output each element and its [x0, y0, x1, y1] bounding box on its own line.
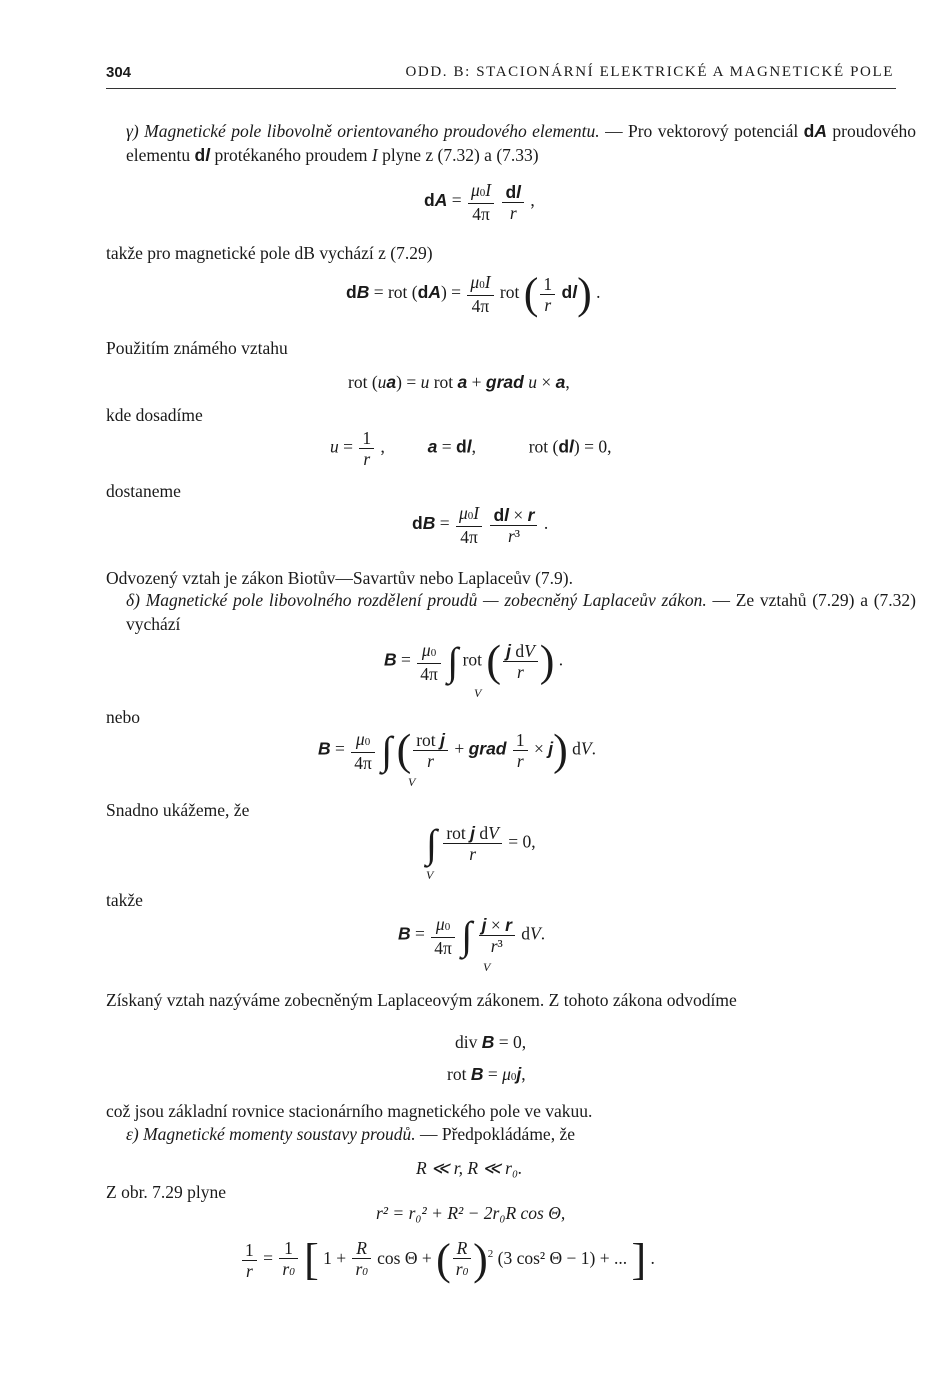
math-text: = 0,	[508, 831, 536, 852]
equation-r-squared	[376, 1203, 565, 1224]
integral-limit: V	[483, 960, 491, 974]
paragraph-kde: kde dosadíme	[106, 405, 203, 425]
section-title: Magnetické momenty soustavy proudů.	[143, 1124, 416, 1144]
text: — Ze vztahů (7.29) a (7.32) vychází	[126, 590, 916, 634]
paragraph-zobr: Z obr. 7.29 plyne	[106, 1182, 227, 1202]
text: proudového elementu	[126, 121, 917, 165]
math-text: rot	[447, 1064, 467, 1084]
paragraph-dostaneme: dostaneme	[106, 481, 181, 501]
equation-rot-j-zero: ∫ $\frac{\text{rot j dV}}{r}$ = 0,	[426, 821, 536, 866]
paragraph-coz: což jsou základní rovnice stacionárního magnetického pole ve vakuu.	[106, 1101, 593, 1121]
paragraph-takze: takže pro magnetické pole dB vychází z (7.29)	[106, 243, 433, 263]
integral-limit: V	[474, 686, 482, 700]
equation-generalized-laplace: B = $\frac{\mu 0}{4\pi}$ ∫ $\frac{j \times r}{\text{r³}}$ dV.	[398, 913, 546, 958]
equation-B-integral-expanded: B = $\frac{\mu 0}{4\pi}$ ∫ ( $\frac{\text{rot j}}{r}$ + grad $\frac{1}{r}$ × j) dV.	[318, 725, 596, 775]
math-symbol: I	[371, 145, 378, 165]
page-number: 304	[106, 64, 132, 81]
running-header	[106, 64, 896, 89]
section-label: ε)	[126, 1124, 139, 1144]
section-label: γ)	[126, 121, 139, 141]
math-text: div	[455, 1032, 478, 1052]
math-text: (3 cos² Θ − 1) + ...	[497, 1248, 628, 1269]
text: protékaného proudem	[210, 145, 372, 165]
paragraph-pouzitim: Použitím známého vztahu	[106, 338, 288, 358]
paragraph-nebo: nebo	[106, 707, 141, 727]
equation-expansion: $\frac{1}{r}$ = $\frac{1}{r0}$ [ 1 + $\frac{R}{r0}$ cos Θ + ( $\frac{R}{r0}$ )$^2$ (3 cos² Θ − 1) + ... ] .	[240, 1238, 655, 1282]
equation-dA: dA = $\frac{\mu 0I}{4\pi}$ $\frac{dl}{r}$ ,	[424, 180, 535, 224]
equation-rot-identity: rot (ua) = u rot a + grad u × a,	[348, 372, 570, 392]
section-title: Magnetické pole libovolného rozdělení proudů — zobecněný Laplaceův zákon.	[145, 590, 707, 610]
math-text: r² = r₀² + R² − 2r₀R cos Θ,	[376, 1203, 566, 1223]
math-text: cos Θ +	[377, 1248, 432, 1269]
paragraph-gamma: γ) Magnetické pole libovolně orientovaného proudového elementu. — Pro vektorový potenciál dA proudového elementu dl protékaného proudem I plyne z (7.32) a (7.33)	[126, 121, 917, 165]
equation-condition: R ≪ r, R ≪ r₀.	[416, 1158, 523, 1178]
paragraph-delta	[106, 588, 916, 636]
integral-limit: V	[426, 868, 434, 882]
paragraph-epsilon	[106, 1122, 916, 1146]
text: plyne z (7.32) a (7.33)	[377, 145, 539, 165]
equation-biot-savart: dB = $\frac{\mu 0I}{4\pi}$ $\frac{dl \times r}{\text{r³}}$ .	[412, 503, 549, 547]
paragraph-snadno: Snadno ukážeme, že	[106, 800, 250, 820]
equation-substitution: u = $\frac{1}{r}$ , a = dl, rot (dl) = 0,	[330, 428, 612, 469]
equation-B-integral-rot: B = $\frac{\mu 0}{4\pi}$ ∫ rot ( $\frac{\text{j dV}}{r}$ ) .	[384, 636, 564, 686]
section-title: Magnetické pole libovolně orientovaného proudového elementu.	[144, 121, 600, 141]
equation-div-B: div B = 0,	[455, 1032, 527, 1052]
paragraph-ziskany: Získaný vztah nazýváme zobecněným Laplaceovým zákonem. Z tohoto zákona odvodíme	[106, 990, 737, 1010]
integral-limit: V	[408, 775, 416, 789]
paragraph-takze2: takže	[106, 890, 143, 910]
text: — Pro vektorový potenciál	[599, 121, 804, 141]
section-label: δ)	[126, 590, 140, 610]
equation-dB-rot: dB = rot (dA) = $\frac{\mu 0I}{4\pi}$ rot ( $\frac{1}{r}$ dl) .	[346, 269, 601, 318]
running-title: ODD. B: STACIONÁRNÍ ELEKTRICKÉ A MAGNETICKÉ POLE	[405, 64, 894, 80]
paragraph-odvozeny: Odvozený vztah je zákon Biotův—Savartův nebo Laplaceův (7.9).	[106, 568, 574, 588]
text: — Předpokládáme, že	[415, 1124, 575, 1144]
equation-rot-B: rot B = μ0j,	[447, 1064, 526, 1084]
